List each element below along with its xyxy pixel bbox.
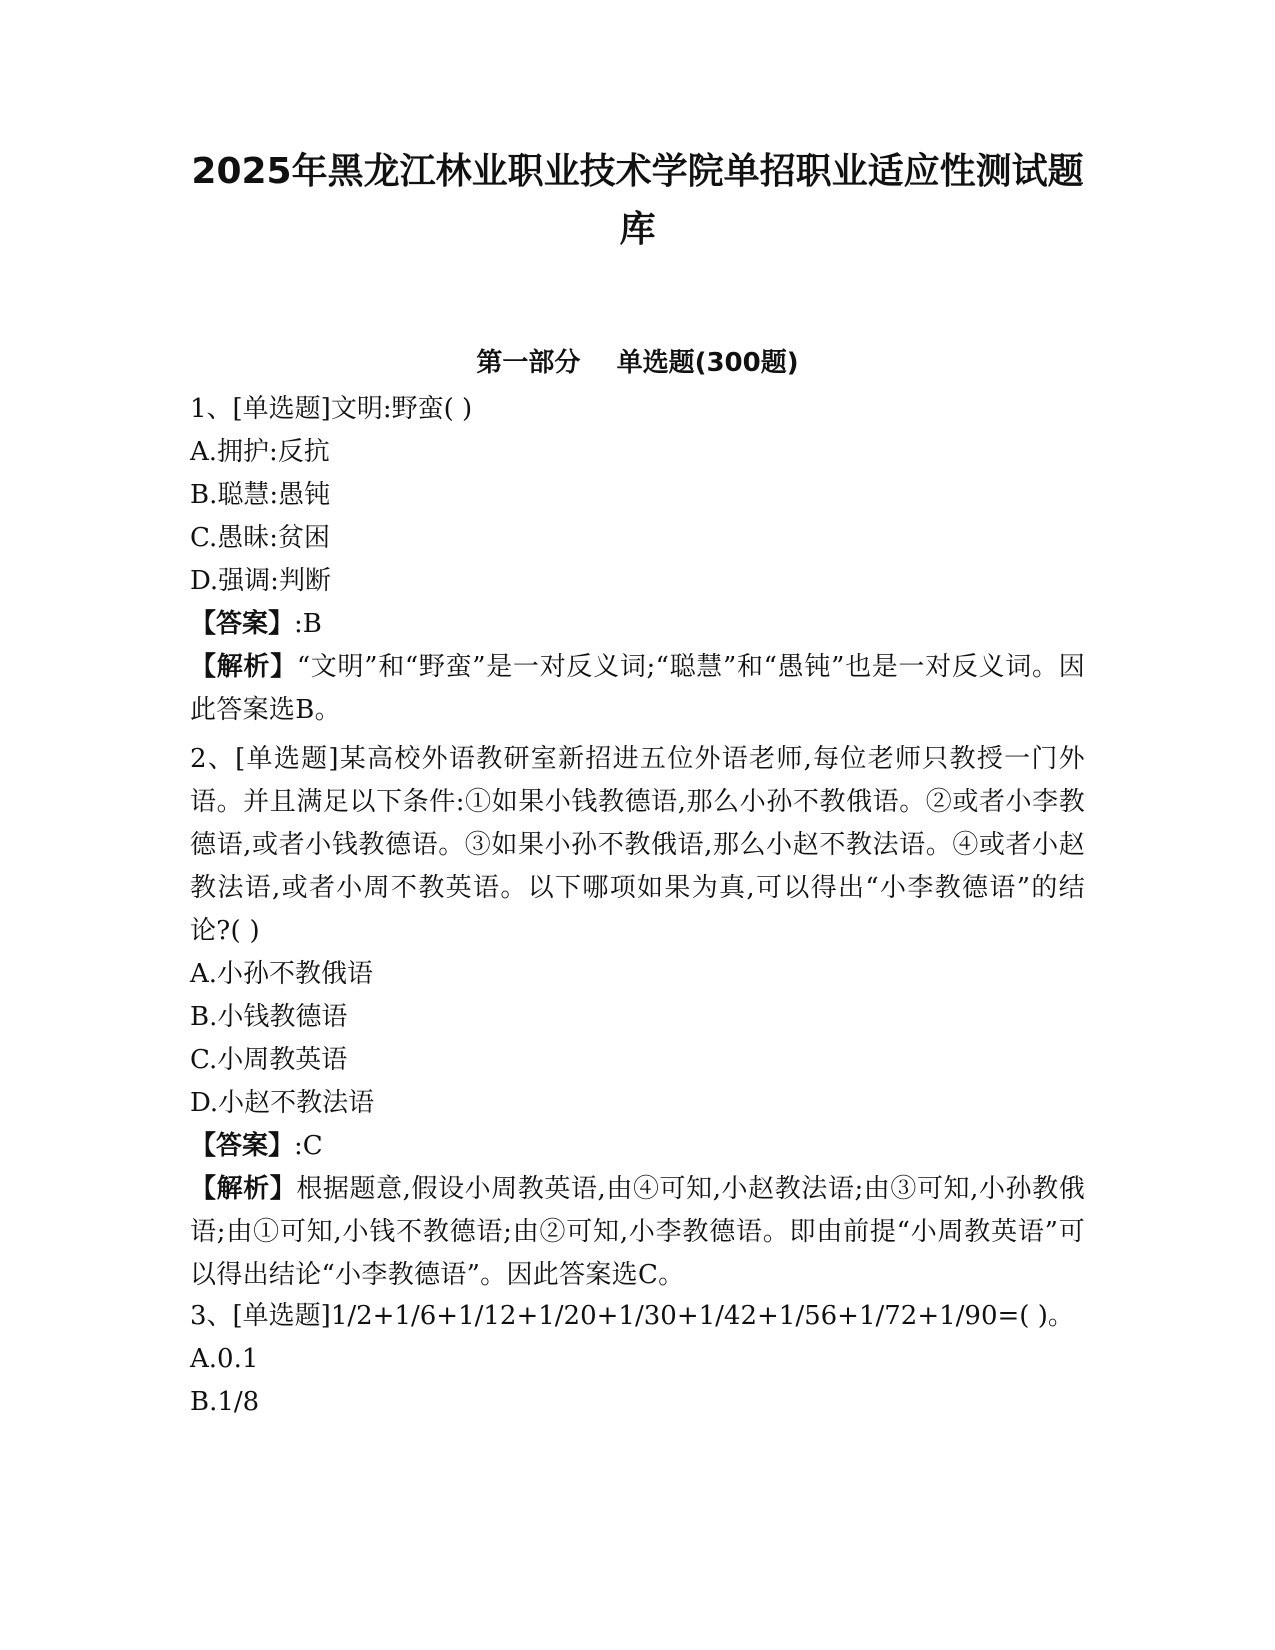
option-a: A.拥护:反抗 [190, 437, 330, 467]
question-stem: 1、[单选题]文明:野蛮( ) [190, 394, 473, 424]
option-a: A.小孙不教俄语 [190, 959, 374, 989]
answer-value: :B [294, 609, 322, 639]
option-a: A.0.1 [190, 1344, 259, 1374]
analysis-text: 根据题意,假设小周教英语,由④可知,小赵教法语;由③可知,小孙教俄语;由①可知,小钱不教德语;由②可知,小李教德语。即由前提“小周教英语”可以得出结论“小李教德语”。因此答案选C。 [190, 1174, 1085, 1290]
option-b: B.小钱教德语 [190, 1002, 348, 1032]
analysis-tag: 【解析】 [190, 652, 297, 682]
option-c: C.愚昧:贫困 [190, 523, 330, 553]
question-stem: 3、[单选题]1/2+1/6+1/12+1/20+1/30+1/42+1/56+1/72+1/90=( )。 [190, 1301, 1074, 1331]
answer-line [190, 603, 1085, 646]
answer-tag: 【答案】 [190, 609, 295, 639]
analysis-block [190, 646, 1085, 732]
analysis-block [190, 1168, 1085, 1297]
answer-value: :C [294, 1131, 323, 1161]
option-d: D.强调:判断 [190, 566, 331, 596]
option-c: C.小周教英语 [190, 1045, 348, 1075]
document-title: 2025年黑龙江林业职业技术学院单招职业适应性测试题库 [191, 151, 1084, 250]
question-3 [190, 1295, 1085, 1424]
section-title: 第一部分 单选题(300题) [476, 348, 799, 378]
option-b: B.1/8 [190, 1387, 260, 1417]
option-d: D.小赵不教法语 [190, 1088, 375, 1118]
answer-line [190, 1125, 1085, 1168]
question-stem: 2、[单选题]某高校外语教研室新招进五位外语老师,每位老师只教授一门外语。并且满足以下条件:①如果小钱教德语,那么小孙不教俄语。②或者小李教德语,或者小钱教德语。③如果小孙不教俄语,那么小赵不教法语。④或者小赵教法语,或者小周不教英语。以下哪项如果为真,可以得出“小李教德语”的结论?( ) [190, 744, 1085, 946]
question-1 [190, 388, 1085, 732]
analysis-tag: 【解析】 [190, 1174, 297, 1204]
question-2 [190, 738, 1085, 1297]
analysis-text: “文明”和“野蛮”是一对反义词;“聪慧”和“愚钝”也是一对反义词。因此答案选B。 [190, 652, 1085, 725]
option-b: B.聪慧:愚钝 [190, 480, 331, 510]
answer-tag: 【答案】 [190, 1131, 295, 1161]
